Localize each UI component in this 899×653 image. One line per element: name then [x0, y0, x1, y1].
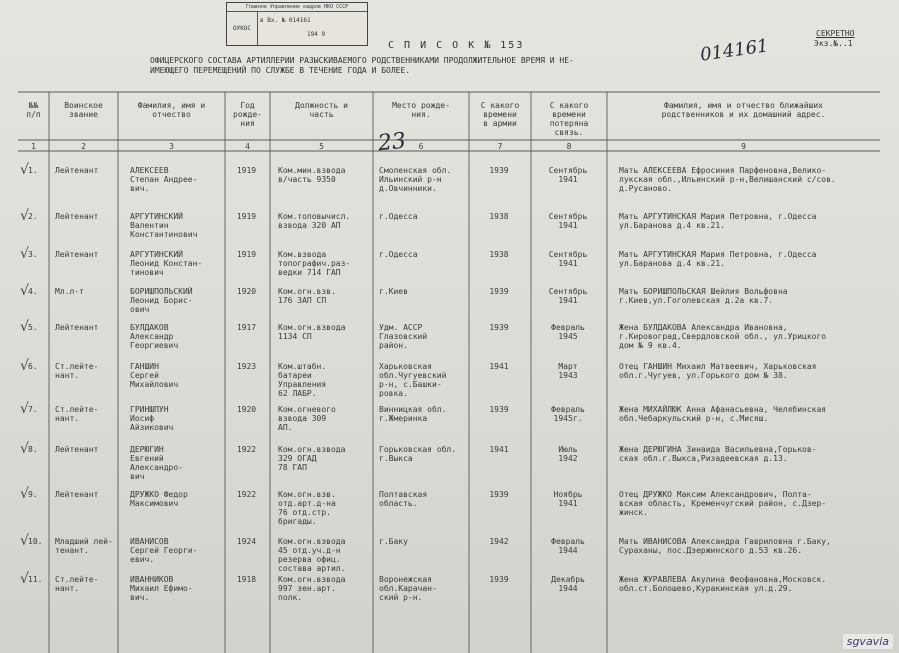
column-number-8: 8: [566, 142, 572, 151]
cell-rank: Лейтенант: [55, 212, 99, 221]
cell-army-since: 1939: [489, 323, 509, 332]
cell-rank: Младший лей- тенант.: [55, 537, 113, 555]
cell-full-name: БОРИШПОЛЬСКИЙ Леонид Борис- ович: [130, 287, 193, 314]
cell-lost-since: Сентябрь 1941: [548, 212, 588, 230]
cell-post: Ком.огн.взв. 176 ЗАП СП: [278, 287, 336, 305]
cell-full-name: АЛЕКСЕЕВ Степан Андрее- вич.: [130, 166, 198, 193]
header-rank: Воинское звание: [64, 101, 103, 119]
cell-full-name: ИВАНИСОВ Сергей Георги- евич.: [130, 537, 198, 564]
check-mark-icon: √: [20, 401, 29, 417]
cell-rank: Лейтенант: [55, 490, 99, 499]
cell-relatives: Мать ИВАНИСОВА Александра Гавриловна г.Баку, Сураханы, пос.Дзержинского д.53 кв.26.: [619, 537, 831, 555]
header-number: №№ п/п: [26, 101, 41, 119]
column-number-6: 6: [418, 142, 424, 151]
cell-relatives: Жена БУЛДАКОВА Александра Ивановна, г.Кировоград,Свердловской обл., ул.Урицкого дом № 9 кв.4.: [619, 323, 827, 350]
cell-full-name: АРГУТИНСКИЙ Валентин Константинович: [130, 212, 198, 239]
header-lost-since: С какого времени потеряна связь.: [549, 101, 589, 137]
cell-full-name: ДЕРЮГИН Евгений Александро- вич: [130, 445, 183, 481]
cell-birthplace: г.Одесса: [379, 250, 418, 259]
column-number-9: 9: [741, 142, 746, 151]
handwritten-registration-number: 014161: [698, 35, 770, 66]
cell-post: Ком.взвода топографич.раз- ведки 714 ГАП: [278, 250, 351, 277]
cell-post: Ком.огн.взвода 1134 СП: [278, 323, 346, 341]
cell-full-name: ИВАННИКОВ Михаил Ефимо- вич.: [130, 575, 193, 602]
cell-birthplace: Горьковская обл. г.Выкса: [379, 445, 457, 463]
check-mark-icon: √: [20, 533, 29, 549]
cell-rank: Лейтенант: [55, 323, 99, 332]
cell-birth-year: 1920: [236, 405, 257, 414]
cell-full-name: АРГУТИНСКИЙ Леонид Констан- тинович: [130, 250, 203, 277]
cell-lost-since: Сентябрь 1941: [548, 287, 588, 305]
margin-handwritten-note: 23: [376, 128, 408, 157]
cell-rank: Мл.л-т: [55, 287, 84, 296]
cell-row-number: 8.: [28, 445, 38, 454]
cell-row-number: 4.: [28, 287, 38, 296]
cell-relatives: Мать БОРИШПОЛЬСКАЯ Шейлия Вольфовна г.Киев,ул.Гоголевская д.2а кв.7.: [619, 287, 788, 305]
cell-army-since: 1939: [489, 405, 509, 414]
cell-relatives: Жена ЖУРАВЛЕВА Акулина Феофановна,Московск. обл.ст.Болошево,Куракинская ул.д.29.: [619, 575, 827, 593]
header-name: Фамилия, имя и отчество: [137, 101, 206, 119]
stamp-year: 194 9: [307, 31, 326, 38]
cell-post: Ком.огневого взвода 309 АП.: [278, 405, 336, 432]
cell-birth-year: 1919: [236, 250, 257, 259]
cell-army-since: 1938: [489, 250, 509, 259]
cell-army-since: 1939: [489, 287, 509, 296]
cell-birthplace: Харьковская обл.Чугуевский р-н, с.Башки- ровка.: [379, 362, 447, 398]
cell-full-name: ГАНШИН Сергей Михайлович: [130, 362, 179, 389]
cell-army-since: 1939: [489, 575, 509, 584]
header-army-since: С какого времени в армии: [480, 101, 520, 128]
cell-full-name: БУЛДАКОВ Александр Георгиевич: [130, 323, 179, 350]
column-number-1: 1: [31, 142, 36, 151]
cell-birth-year: 1918: [236, 575, 257, 584]
cell-birth-year: 1919: [236, 166, 257, 175]
cell-relatives: Мать АРГУТИНСКАЯ Мария Петровна, г.Одесса ул.Баранова д.4 кв.21.: [619, 212, 817, 230]
check-mark-icon: √: [20, 246, 29, 262]
cell-lost-since: Февраль 1945: [551, 323, 585, 341]
cell-row-number: 6.: [28, 362, 38, 371]
header-relatives: Фамилия, имя и отчество ближайших родственников и их домашний адрес.: [661, 101, 826, 119]
cell-birthplace: Полтавская область.: [379, 490, 428, 508]
secret-mark: СЕКРЕТНО: [816, 29, 855, 38]
cell-post: Ком.огн.взвода 45 отд.уч.д-н резерва офиц. состава артил.: [278, 537, 346, 573]
cell-lost-since: Февраль 1945г.: [551, 405, 585, 423]
cell-birth-year: 1919: [236, 212, 257, 221]
cell-row-number: 7.: [28, 405, 38, 414]
cell-post: Ком.огн.взвода 329 ОГАД 78 ГАП: [278, 445, 346, 472]
check-mark-icon: √: [20, 441, 29, 457]
cell-birth-year: 1924: [236, 537, 257, 546]
cell-lost-since: Февраль 1944: [551, 537, 585, 555]
cell-relatives: Отец ГАНШИН Михаил Матвеевич, Харьковская обл.г.Чугуев, ул.Горького дом № 38.: [619, 362, 817, 380]
watermark: sgvavia: [843, 634, 893, 649]
cell-relatives: Мать АРГУТИНСКАЯ Мария Петровна, г.Одесса ул.Баранова д.4 кв.21.: [619, 250, 817, 268]
check-mark-icon: √: [20, 319, 29, 335]
cell-row-number: 10.: [28, 537, 43, 546]
cell-post: Ком.огн.взвода 997 зен.арт. полк.: [278, 575, 346, 602]
cell-post: Ком.мин.взвода в/часть 9350: [278, 166, 346, 184]
stamp-side-label: ОУКОС: [227, 12, 258, 45]
cell-birth-year: 1922: [236, 445, 257, 454]
cell-birthplace: г.Одесса: [379, 212, 418, 221]
check-mark-icon: √: [20, 208, 29, 224]
cell-post: Ком.штабн. батареи Управления 62 ЛАБР.: [278, 362, 327, 398]
cell-full-name: ДРУЖКО Федор Максимович: [130, 490, 188, 508]
header-birthplace: Место рожде- ния.: [392, 101, 450, 119]
cell-army-since: 1939: [489, 490, 509, 499]
cell-post: Ком.огн.взв. отд.арт.д-на 76 отд.стр. бригады.: [278, 490, 336, 526]
cell-lost-since: Июль 1942: [558, 445, 578, 463]
cell-relatives: Жена ДЕРЮГИНА Зинаида Васильевна,Горьков- ская обл.г.Выкса,Ризадеевская д.13.: [619, 445, 817, 463]
stamp-header: Главное Управление кадров НКО СССР: [227, 3, 367, 12]
stamp-incoming-number: в Вх. № 014161: [260, 17, 311, 24]
check-mark-icon: √: [20, 358, 29, 374]
cell-birthplace: г.Баку: [379, 537, 408, 546]
cell-rank: Ст.лейте- нант.: [55, 405, 99, 423]
cell-full-name: ГРИНШПУН Иосиф Айзикович: [130, 405, 174, 432]
header-post: Должность и часть: [295, 101, 348, 119]
cell-birth-year: 1922: [236, 490, 257, 499]
cell-rank: Ст.лейте- нант.: [55, 575, 99, 593]
check-mark-icon: √: [20, 283, 29, 299]
cell-lost-since: Декабрь 1944: [551, 575, 585, 593]
column-number-4: 4: [245, 142, 250, 151]
cell-lost-since: Сентябрь 1941: [548, 250, 588, 268]
column-number-7: 7: [497, 142, 503, 151]
cell-birthplace: Удм. АССР Глазовский район.: [379, 323, 428, 350]
subtitle-line-1: ОФИЦЕРСКОГО СОСТАВА АРТИЛЛЕРИИ РАЗЫСКИВАЕМОГО РОДСТВЕННИКАМИ ПРОДОЛЖИТЕЛЬНОЕ ВРЕМЯ И НЕ-: [150, 56, 574, 65]
check-mark-icon: √: [20, 162, 29, 178]
cell-row-number: 2.: [28, 212, 38, 221]
column-number-2: 2: [81, 142, 86, 151]
cell-relatives: Жена МИХАЙЛЮК Анна Афанасьевна, Челябинская обл.Чебаркульский р-н, с.Мисяш.: [619, 405, 827, 423]
cell-birth-year: 1923: [236, 362, 257, 371]
cell-army-since: 1941: [489, 445, 509, 454]
cell-birthplace: Смоленская обл. Ильинский р-н д.Овчинники.: [379, 166, 452, 193]
cell-lost-since: Сентябрь 1941: [548, 166, 588, 184]
check-mark-icon: √: [20, 486, 29, 502]
cell-army-since: 1938: [489, 212, 509, 221]
cell-row-number: 9.: [28, 490, 38, 499]
cell-row-number: 3.: [28, 250, 38, 259]
cell-rank: Лейтенант: [55, 250, 99, 259]
cell-rank: Ст.лейте- нант.: [55, 362, 99, 380]
cell-birthplace: Винницкая обл. г.Жмеринка: [379, 405, 447, 423]
cell-lost-since: Март 1943: [558, 362, 578, 380]
header-birth-year: Год рожде- ния: [233, 101, 262, 128]
document-title: С П И С О К № 153: [388, 40, 525, 51]
cell-lost-since: Ноябрь 1941: [553, 490, 583, 508]
column-number-5: 5: [319, 142, 324, 151]
cell-row-number: 1.: [28, 166, 38, 175]
cell-relatives: Мать АЛЕКСЕЕВА Ефросиния Парфеновна,Велико- лукская обл.,Ильинский р-н,Велишанский с/сов. д.Русаново.: [619, 166, 836, 193]
cell-birthplace: Воронежская обл.Карачан- ский р-н.: [379, 575, 437, 602]
cell-birthplace: г.Киев: [379, 287, 408, 296]
column-number-3: 3: [169, 142, 174, 151]
cell-row-number: 5.: [28, 323, 38, 332]
check-mark-icon: √: [20, 571, 29, 587]
cell-army-since: 1939: [489, 166, 509, 175]
cell-birth-year: 1920: [236, 287, 257, 296]
cell-army-since: 1942: [489, 537, 509, 546]
cell-relatives: Отец ДРУЖКО Максим Александрович, Полта- вская область, Кременчугский район, с.Дзер- жинск.: [619, 490, 827, 517]
copy-number: Экз.№..1: [814, 39, 853, 48]
subtitle-line-2: ИМЕЮЩЕГО ПЕРЕМЕЩЕНИЙ ПО СЛУЖБЕ В ТЕЧЕНИЕ ГОДА И БОЛЕЕ.: [150, 66, 411, 75]
cell-post: Ком.топовычисл. взвода 320 АП: [278, 212, 351, 230]
cell-rank: Лейтенант: [55, 445, 99, 454]
cell-row-number: 11.: [28, 575, 43, 584]
cell-army-since: 1941: [489, 362, 509, 371]
cell-birth-year: 1917: [236, 323, 257, 332]
cell-rank: Лейтенант: [55, 166, 99, 175]
